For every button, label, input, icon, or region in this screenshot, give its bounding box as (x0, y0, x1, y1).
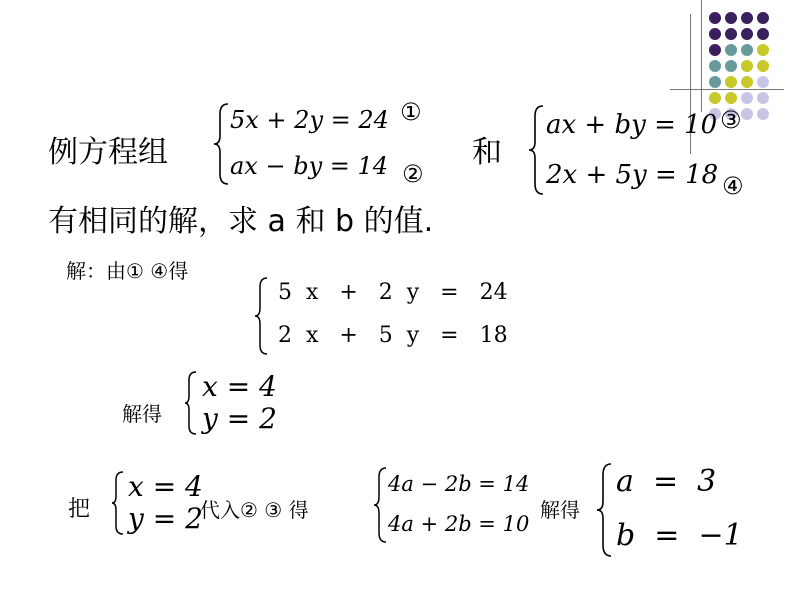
equation-mark-3: ③ (720, 106, 742, 134)
decor-dot (757, 108, 769, 120)
decor-dot (709, 92, 721, 104)
step3-eq2: y = 2 (128, 502, 203, 535)
equation-mark-4: ④ (722, 172, 744, 200)
equation-mark-1: ① (400, 98, 422, 126)
conjunction-and: 和 (472, 135, 502, 170)
decor-dot (709, 12, 721, 24)
decor-dot (709, 28, 721, 40)
decor-dot (757, 60, 769, 72)
decor-dot (725, 92, 737, 104)
decor-dot (741, 92, 753, 104)
left-brace-result (595, 462, 615, 558)
decor-dot (725, 76, 737, 88)
left-brace-system-1 (212, 102, 232, 186)
system-2-eq1: ax + by = 10 (546, 110, 718, 140)
decor-dot (741, 28, 753, 40)
decor-dot (725, 28, 737, 40)
decor-dot (741, 12, 753, 24)
step2-label: 解得 (122, 402, 162, 426)
step1-eq2: 2 x + 5 y = 18 (278, 323, 508, 348)
decor-dot (757, 92, 769, 104)
left-brace-step1 (253, 276, 271, 356)
decor-dot (709, 60, 721, 72)
left-brace-system-2 (527, 104, 547, 196)
decor-line-vertical-2 (701, 0, 702, 112)
decor-line-horizontal (670, 89, 784, 90)
step1-label: 解：由① ④得 (66, 259, 189, 283)
decor-dot (741, 44, 753, 56)
decor-dot (741, 76, 753, 88)
step3-system-eq1-text: 4a − 2b = 14 (388, 472, 530, 496)
step3-result-label: 解得 (540, 498, 580, 522)
decor-dot (757, 44, 769, 56)
decor-dot (757, 28, 769, 40)
decor-dot (757, 12, 769, 24)
step3-system-eq2-text: 4a + 2b = 10 (388, 512, 530, 536)
left-brace-step3a (110, 470, 126, 536)
step2-eq2: y = 2 (202, 402, 277, 435)
decor-dot (741, 60, 753, 72)
step3-substitute-text: 代入② ③ 得 (200, 498, 309, 522)
decor-dot (725, 12, 737, 24)
equation-mark-2: ② (402, 160, 424, 188)
problem-question: 有相同的解，求 a 和 b 的值. (48, 204, 434, 239)
decor-dot (757, 76, 769, 88)
decor-dot (709, 76, 721, 88)
decor-dot (725, 60, 737, 72)
result-eq1: a = 3 (616, 464, 717, 499)
decor-dot (709, 44, 721, 56)
step3-eq1: x = 4 (128, 470, 203, 503)
step3-system-eq1 (388, 472, 529, 496)
system-1-eq1: 5x + 2y = 24 (230, 106, 389, 134)
system-1-eq2: ax − by = 14 (230, 152, 389, 180)
decor-dot (725, 44, 737, 56)
decor-dot (741, 108, 753, 120)
problem-intro: 例方程组 (48, 135, 168, 170)
step2-eq1: x = 4 (202, 370, 277, 403)
step1-eq1: 5 x + 2 y = 24 (278, 280, 508, 305)
left-brace-step2 (183, 370, 199, 436)
result-eq2: b = −1 (616, 518, 743, 553)
system-2-eq2: 2x + 5y = 18 (546, 160, 719, 190)
step3-prefix: 把 (68, 497, 91, 522)
step3-system-eq2 (388, 512, 529, 536)
